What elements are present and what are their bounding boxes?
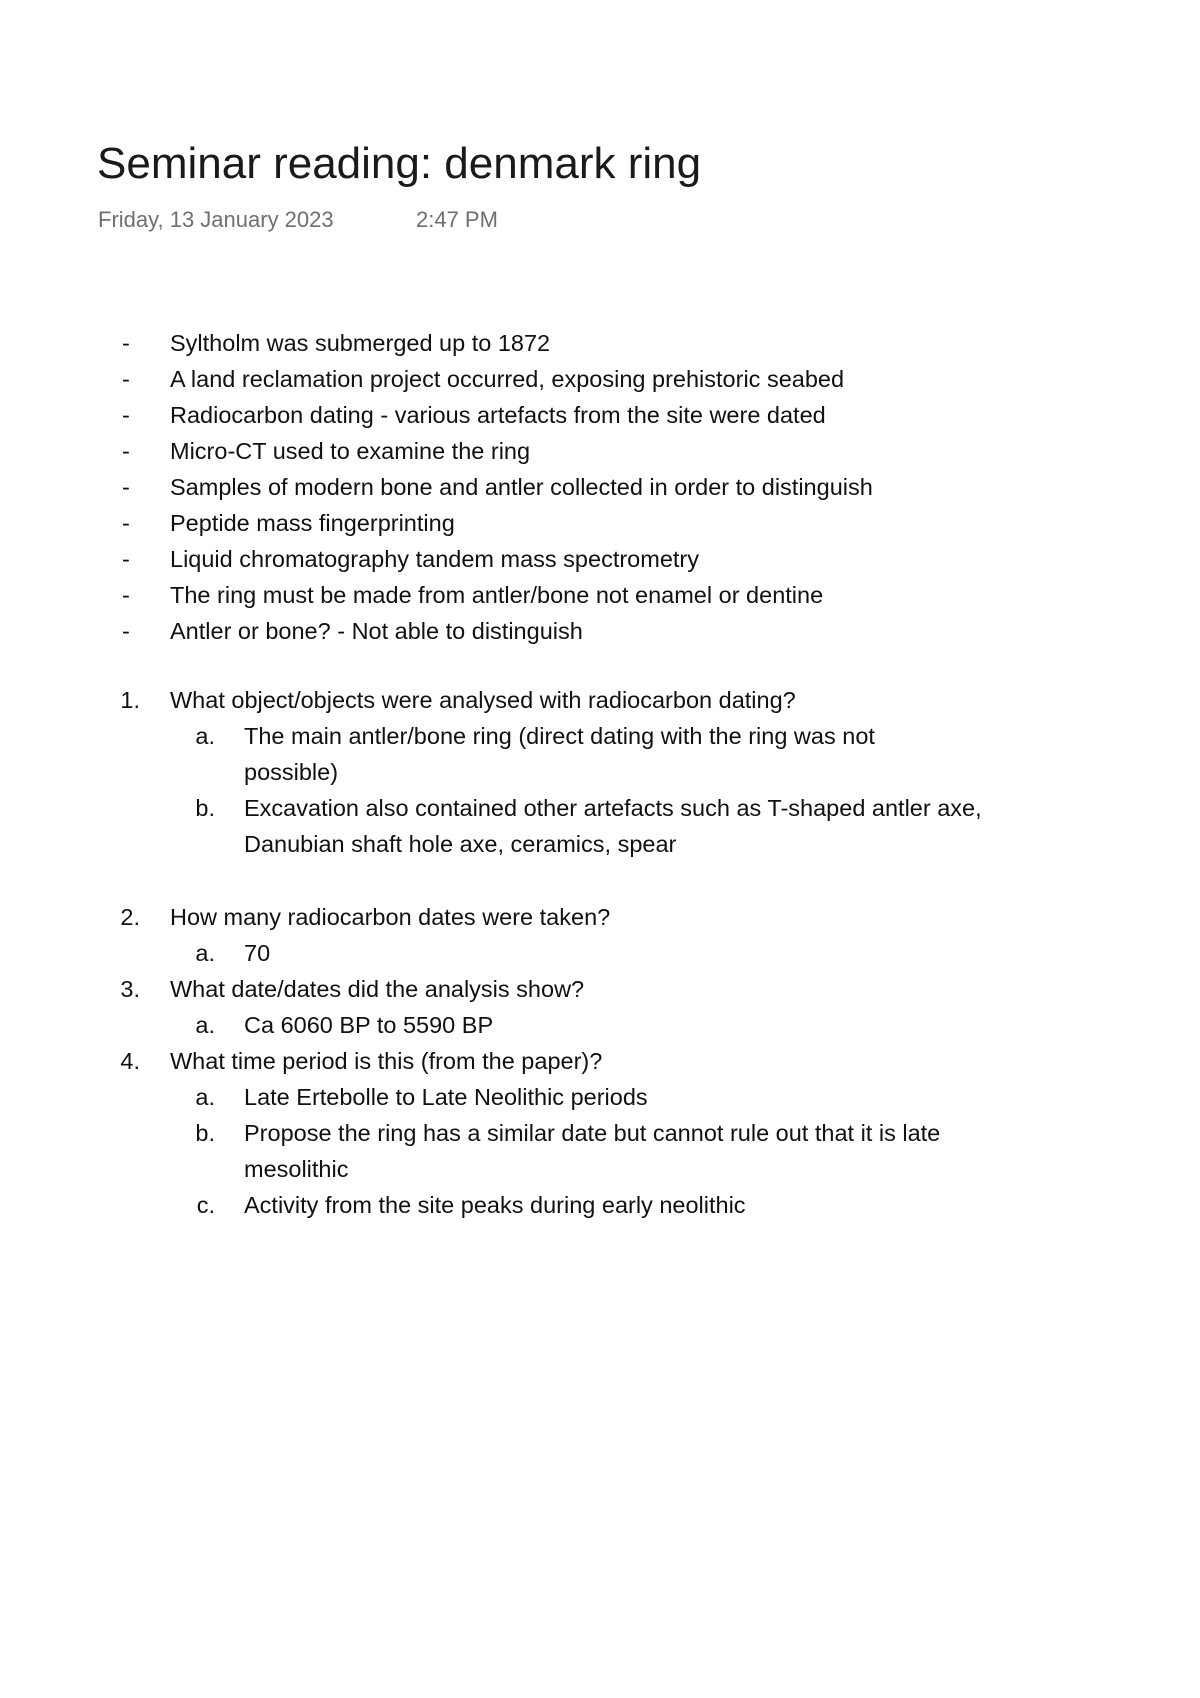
question-item-text: What time period is this (from the paper)? xyxy=(170,1048,603,1074)
bullet-item-marker: - xyxy=(122,582,130,608)
bullet-item-marker: - xyxy=(122,546,130,572)
answer-item-text: Ca 6060 BP to 5590 BP xyxy=(244,1012,494,1038)
question-item-marker: 3. xyxy=(120,976,140,1002)
question-item-marker: 2. xyxy=(120,904,140,930)
answer-item-marker: a. xyxy=(195,723,215,749)
bullet-item-marker: - xyxy=(122,510,130,536)
bullet-item-text: Liquid chromatography tandem mass spectrometry xyxy=(170,546,699,572)
answer-item-marker: c. xyxy=(196,1192,215,1218)
bullet-item-marker: - xyxy=(122,438,130,464)
answer-item-text: The main antler/bone ring (direct dating with the ring was not xyxy=(244,723,875,749)
question-item-text: What date/dates did the analysis show? xyxy=(170,976,585,1002)
note-timestamp xyxy=(98,205,498,235)
answer-item-text: Propose the ring has a similar date but cannot rule out that it is late xyxy=(244,1120,941,1146)
bullet-item-text: Syltholm was submerged up to 1872 xyxy=(170,330,551,356)
answer-item-marker: a. xyxy=(195,1012,215,1038)
answer-item-marker: a. xyxy=(195,1084,215,1110)
bullet-item-text: Micro-CT used to examine the ring xyxy=(170,438,531,464)
bullet-item-text: A land reclamation project occurred, exposing prehistoric seabed xyxy=(170,366,845,392)
answer-item-marker: b. xyxy=(195,1120,215,1146)
bullet-item-text: Samples of modern bone and antler collected in order to distinguish xyxy=(170,474,873,500)
bullet-item-marker: - xyxy=(122,402,130,428)
page-title: Seminar reading: denmark ring xyxy=(97,139,702,188)
note-date: Friday, 13 January 2023 xyxy=(98,207,334,232)
question-item-marker: 4. xyxy=(120,1048,140,1074)
bullet-item-text: Radiocarbon dating - various artefacts from the site were dated xyxy=(170,402,826,428)
answer-item-continuation-text: Danubian shaft hole axe, ceramics, spear xyxy=(244,831,677,857)
question-item-text: How many radiocarbon dates were taken? xyxy=(170,904,611,930)
answer-item-text: Late Ertebolle to Late Neolithic periods xyxy=(244,1084,648,1110)
bullet-item-text: Peptide mass fingerprinting xyxy=(170,510,455,536)
bullet-item-text: The ring must be made from antler/bone not enamel or dentine xyxy=(170,582,824,608)
answer-item-continuation-text: possible) xyxy=(244,759,339,785)
bullet-item-text: Antler or bone? - Not able to distinguish xyxy=(170,618,583,644)
bullet-item-marker: - xyxy=(122,474,130,500)
answer-item-continuation-text: mesolithic xyxy=(244,1156,349,1182)
answer-item-marker: b. xyxy=(195,795,215,821)
answer-item-text: 70 xyxy=(244,940,271,966)
answer-item-marker: a. xyxy=(195,940,215,966)
answer-item-text: Excavation also contained other artefacts such as T-shaped antler axe, xyxy=(244,795,982,821)
bullet-item-marker: - xyxy=(122,618,130,644)
answer-item-text: Activity from the site peaks during early neolithic xyxy=(244,1192,746,1218)
note-time: 2:47 PM xyxy=(416,207,498,232)
bullet-item-marker: - xyxy=(122,330,130,356)
bullet-item-marker: - xyxy=(122,366,130,392)
question-item-marker: 1. xyxy=(120,687,140,713)
question-item-text: What object/objects were analysed with radiocarbon dating? xyxy=(170,687,796,713)
